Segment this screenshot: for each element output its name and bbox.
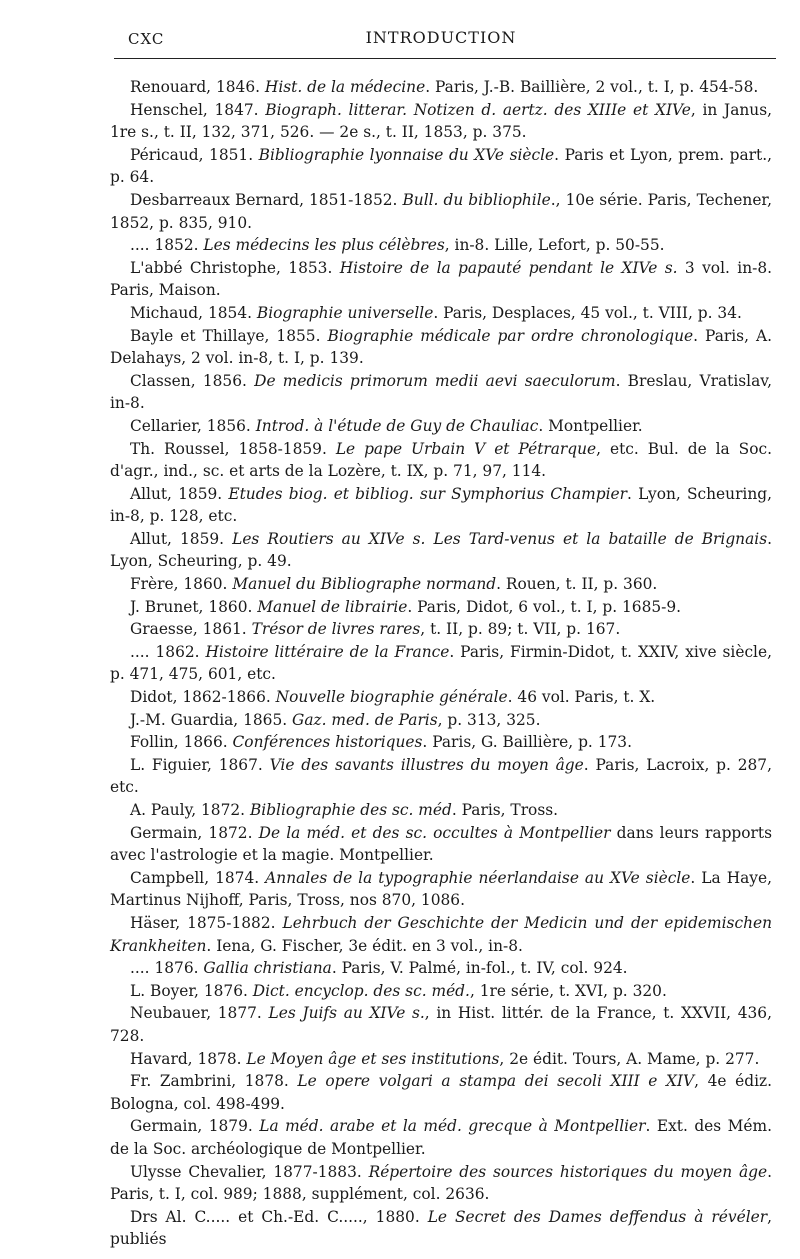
bibliography-entry xyxy=(110,912,772,957)
entry-publication: . Paris et Lyon, prem. part., p. 64. xyxy=(110,145,772,187)
entry-publication: . Paris, t. I, col. 989; 1888, supplément, col. 2636. xyxy=(110,1162,772,1204)
entry-publication: , 4e édiz. Bologna, col. 498-499. xyxy=(110,1072,773,1113)
entry-title: Nouvelle biographie générale xyxy=(275,688,508,707)
bibliography-entry xyxy=(110,528,772,573)
bibliography-entry xyxy=(110,754,772,799)
entry-title: Introd. à l'étude de Guy de Chauliac xyxy=(255,416,539,435)
header-rule xyxy=(114,58,776,59)
entry-author-date: Michaud, 1854. xyxy=(130,303,257,322)
bibliography-entry xyxy=(110,76,772,99)
entry-author-date: Desbarreaux Bernard, 1851-1852. xyxy=(130,190,403,209)
entry-publication: . Paris, Didot, 6 vol., t. I, p. 1685-9. xyxy=(407,597,682,616)
entry-author-date: Follin, 1866. xyxy=(130,733,233,752)
bibliography-entry xyxy=(110,1206,772,1251)
entry-publication: , in-8. Lille, Lefort, p. 50-55. xyxy=(444,236,665,255)
entry-author-date: L'abbé Christophe, 1853. xyxy=(130,258,340,277)
entry-author-date: .... 1852. xyxy=(130,236,204,255)
bibliography-entry xyxy=(110,1070,772,1115)
entry-publication: . Lyon, Scheuring, in-8, p. 128, etc. xyxy=(110,484,773,526)
entry-author-date: Germain, 1879. xyxy=(130,1117,260,1136)
entry-title: Annales de la typographie néerlandaise au XVe siècle xyxy=(265,868,691,887)
entry-title: Biographie médicale par ordre chronologique xyxy=(327,326,694,345)
entry-author-date: Classen, 1856. xyxy=(130,371,255,390)
entry-title: Conférences historiques xyxy=(232,733,423,752)
entry-publication: . Paris, Firmin-Didot, t. XXIV, xive siècle, p. 471, 475, 601, etc. xyxy=(110,642,772,684)
entry-publication: . Paris, Tross. xyxy=(451,801,559,819)
entry-publication: 3 vol. in-8. Paris, Maison. xyxy=(110,258,772,300)
bibliography-entry xyxy=(110,822,772,867)
entry-author-date: Péricaud, 1851. xyxy=(130,145,259,164)
entry-author-date: Bayle et Thillaye, 1855. xyxy=(130,326,328,345)
entry-author-date: Neubauer, 1877. xyxy=(130,1004,269,1023)
entry-publication: , p. 313, 325. xyxy=(437,710,541,729)
entry-title: Le pape Urbain V et Pétrarque xyxy=(335,439,597,458)
entry-publication: . Ext. des Mém. de la Soc. archéologique de Montpellier. xyxy=(110,1117,772,1158)
bibliography-entry xyxy=(110,189,772,234)
bibliography-entry xyxy=(110,257,772,302)
entry-publication: . Breslau, Vratislav, in-8. xyxy=(110,371,773,413)
entry-author-date: Didot, 1862-1866. xyxy=(130,688,276,707)
entry-author-date: Germain, 1872. xyxy=(130,823,259,842)
bibliography-entry xyxy=(110,731,772,754)
entry-title: Gaz. med. de Paris xyxy=(292,710,438,729)
entry-title: Le Moyen âge et ses institutions xyxy=(246,1049,500,1068)
entry-title: Gallia christiana xyxy=(203,959,332,978)
entry-publication: . Paris, A. Delahays, 2 vol. in-8, t. I, p. 139. xyxy=(110,326,772,368)
entry-title: Les Routiers au XIVe s. Les Tard-venus et la bataille de Brignais xyxy=(232,529,768,548)
bibliography-entry xyxy=(110,144,772,189)
entry-publication: dans leurs rapports avec l'astrologie et la magie. Montpellier. xyxy=(110,823,772,865)
entry-publication: , in Janus, 1re s., t. II, 132, 371, 526. — 2e s., t. II, 1853, p. 375. xyxy=(110,100,772,142)
bibliography-entry xyxy=(110,1048,772,1071)
bibliography-entry xyxy=(110,234,772,257)
bibliography-entry xyxy=(110,596,772,619)
entry-title: Les médecins les plus célèbres xyxy=(203,236,445,255)
entry-author-date: Allut, 1859. xyxy=(130,484,229,503)
entry-author-date: Henschel, 1847. xyxy=(130,100,266,119)
entry-author-date: Fr. Zambrini, 1878. xyxy=(130,1072,298,1091)
running-title: INTRODUCTION xyxy=(365,28,517,47)
entry-title: Trésor de livres rares xyxy=(251,620,421,639)
entry-publication: . Lyon, Scheuring, p. 49. xyxy=(110,529,773,571)
bibliography-entry xyxy=(110,573,772,596)
bibliography-list xyxy=(110,76,772,1251)
entry-author-date: Allut, 1859. xyxy=(130,529,233,548)
entry-title: Biographie universelle xyxy=(256,303,434,322)
entry-publication: . Paris, V. Palmé, in-fol., t. IV, col. 924. xyxy=(331,959,628,978)
bibliography-entry xyxy=(110,483,772,528)
entry-author-date: Häser, 1875-1882. xyxy=(130,913,283,932)
entry-author-date: .... 1876. xyxy=(130,959,204,978)
entry-author-date: A. Pauly, 1872. xyxy=(130,801,250,819)
running-head xyxy=(110,24,772,50)
entry-publication: , t. II, p. 89; t. VII, p. 167. xyxy=(420,620,621,639)
entry-title: Bibliographie des sc. méd xyxy=(249,801,452,819)
entry-title: Bull. du bibliophile xyxy=(402,190,551,209)
entry-title: Le Secret des Dames deffendus à révéler xyxy=(427,1207,768,1226)
entry-title: La méd. arabe et la méd. grecque à Montpellier xyxy=(259,1117,646,1136)
bibliography-entry xyxy=(110,1002,772,1047)
entry-title: De la méd. et des sc. occultes à Montpellier xyxy=(258,823,611,842)
bibliography-entry xyxy=(110,618,772,641)
entry-publication: , 1re série, t. XVI, p. 320. xyxy=(469,981,667,1000)
bibliography-entry xyxy=(110,799,772,822)
entry-author-date: L. Figuier, 1867. xyxy=(130,755,270,774)
entry-author-date: Th. Roussel, 1858-1859. xyxy=(130,439,336,458)
entry-title: Hist. de la médecine xyxy=(264,78,426,96)
entry-author-date: Havard, 1878. xyxy=(130,1049,247,1068)
entry-author-date: .... 1862. xyxy=(130,642,206,661)
bibliography-entry xyxy=(110,438,772,483)
entry-title: Manuel de librairie xyxy=(257,597,408,616)
entry-title: Histoire de la papauté pendant le XIVe s. xyxy=(339,258,678,277)
entry-title: Biograph. litterar. Notizen d. aertz. des XIIIe et XIVe xyxy=(265,100,691,119)
entry-publication: , in Hist. littér. de la France, t. XXVII, 436, 728. xyxy=(110,1004,772,1045)
entry-author-date: Campbell, 1874. xyxy=(130,868,266,887)
entry-author-date: L. Boyer, 1876. xyxy=(130,981,253,1000)
entry-publication: , publiés xyxy=(110,1207,772,1249)
entry-author-date: J.-M. Guardia, 1865. xyxy=(130,710,293,729)
entry-publication: . La Haye, Martinus Nijhoff, Paris, Tross, nos 870, 1086. xyxy=(110,868,772,910)
entry-author-date: Graesse, 1861. xyxy=(130,620,252,639)
entry-title: Manuel du Bibliographe normand xyxy=(232,575,497,594)
entry-publication: . Paris, Desplaces, 45 vol., t. VIII, p. 34. xyxy=(433,303,742,322)
entry-title: Histoire littéraire de la France xyxy=(205,642,450,661)
bibliography-entry xyxy=(110,1115,772,1160)
entry-title: Etudes biog. et bibliog. sur Symphorius Champier xyxy=(228,484,628,503)
entry-publication: . Iena, G. Fischer, 3e édit. en 3 vol., in-8. xyxy=(206,936,523,955)
entry-title: Bibliographie lyonnaise du XVe siècle xyxy=(258,145,555,164)
bibliography-entry xyxy=(110,686,772,709)
entry-author-date: Renouard, 1846. xyxy=(130,78,265,96)
bibliography-entry xyxy=(110,709,772,732)
entry-publication: . 46 vol. Paris, t. X. xyxy=(507,688,656,707)
bibliography-entry xyxy=(110,641,772,686)
bibliography-entry xyxy=(110,867,772,912)
entry-author-date: Drs Al. C..... et Ch.-Ed. C....., 1880. xyxy=(130,1207,428,1226)
entry-publication: , etc. Bul. de la Soc. d'agr., ind., sc. et arts de la Lozère, t. IX, p. 71, 97, 114. xyxy=(110,439,772,481)
page-number: CXC xyxy=(128,30,165,48)
entry-publication: . Montpellier. xyxy=(538,416,643,435)
bibliography-entry xyxy=(110,415,772,438)
entry-publication: . Paris, J.-B. Baillière, 2 vol., t. I, p. 454-58. xyxy=(425,78,759,96)
bibliography-entry xyxy=(110,1161,772,1206)
entry-title: Vie des savants illustres du moyen âge xyxy=(269,755,584,774)
entry-publication: , 2e édit. Tours, A. Mame, p. 277. xyxy=(499,1049,760,1068)
entry-publication: ., 10e série. Paris, Techener, 1852, p. 835, 910. xyxy=(110,190,772,232)
entry-publication: . Paris, G. Baillière, p. 173. xyxy=(422,733,632,752)
entry-title: Le opere volgari a stampa dei secoli XIII e XIV xyxy=(297,1072,695,1091)
entry-publication: . Paris, Lacroix, p. 287, etc. xyxy=(110,755,772,797)
entry-author-date: Cellarier, 1856. xyxy=(130,416,256,435)
bibliography-entry xyxy=(110,957,772,980)
entry-title: Les Juifs au XIVe s. xyxy=(268,1004,425,1023)
bibliography-entry xyxy=(110,370,772,415)
bibliography-entry xyxy=(110,980,772,1003)
bibliography-entry xyxy=(110,99,772,144)
entry-title: Lehrbuch der Geschichte der Medicin und der epidemischen Krankheiten xyxy=(110,913,773,955)
entry-publication: . Rouen, t. II, p. 360. xyxy=(496,575,658,594)
bibliography-entry xyxy=(110,302,772,325)
bibliography-entry xyxy=(110,325,772,370)
entry-author-date: J. Brunet, 1860. xyxy=(130,597,258,616)
entry-title: Répertoire des sources historiques du moyen âge xyxy=(368,1162,768,1181)
entry-author-date: Ulysse Chevalier, 1877-1883. xyxy=(130,1162,369,1181)
entry-title: Dict. encyclop. des sc. méd. xyxy=(252,981,470,1000)
entry-title: De medicis primorum medii aevi saeculorum xyxy=(254,371,616,390)
entry-author-date: Frère, 1860. xyxy=(130,575,233,594)
